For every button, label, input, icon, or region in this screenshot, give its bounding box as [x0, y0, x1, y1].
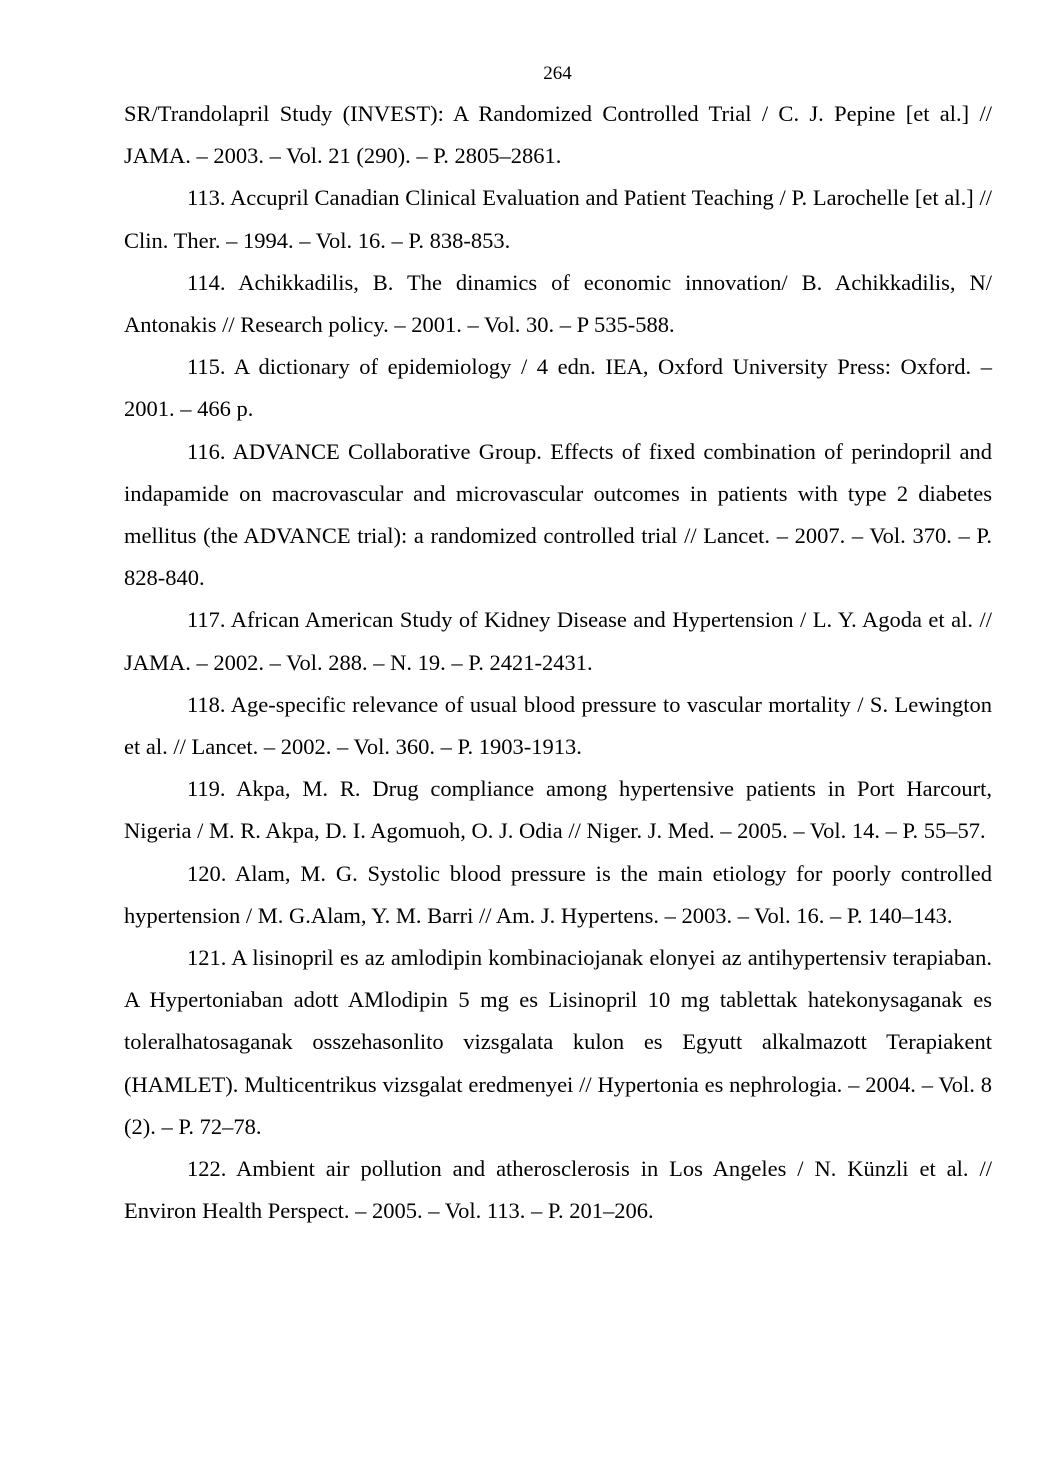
reference-entry-122: 122. Ambient air pollution and atherosclerosis in Los Angeles / N. Künzli et al. // Environ Health Perspect. – 2005. – Vol. 113. – P. 201–206. [124, 1156, 992, 1224]
reference-list [124, 93, 992, 1232]
reference-entry-117: 117. African American Study of Kidney Disease and Hypertension / L. Y. Agoda et al. // JAMA. – 2002. – Vol. 288. – N. 19. – P. 2421-2431. [124, 607, 992, 675]
reference-entry-118: 118. Age-specific relevance of usual blood pressure to vascular mortality / S. Lewington et al. // Lancet. – 2002. – Vol. 360. – P. 1903-1913. [124, 691, 992, 760]
reference-entry-113: 113. Accupril Canadian Clinical Evaluation and Patient Teaching / P. Larochelle [et al.] // Clin. Ther. – 1994. – Vol. 16. – P. 838-853. [124, 185, 992, 253]
page-number: 264 [543, 63, 572, 84]
reference-entry-120: 120. Alam, M. G. Systolic blood pressure is the main etiology for poorly controlled hypertension / M. G.Alam, Y. M. Barri // Am. J. Hypertens. – 2003. – Vol. 16. – P. 140–143. [124, 860, 992, 928]
reference-entry-115: 115. A dictionary of epidemiology / 4 edn. IEA, Oxford University Press: Oxford. – 2001. – 466 p. [124, 354, 992, 422]
reference-entry-121: 121. A lisinopril es az amlodipin kombinaciojanak elonyei az antihypertensiv terapiaban. A Hypertoniaban adott AMlodipin 5 mg es Lisinopril 10 mg tablettak hatekonysaganak es toleralhatosaganak osszehasonlito vizsgalata kulon es Egyutt alkalmazott Terapiakent (HAMLET). Multicentrikus vizsgalat eredmenyei // Hypertonia es nephrologia. – 2004. – Vol. 8 (2). – P. 72–78. [124, 945, 992, 1139]
reference-entry-114: 114. Achikkadilis, B. The dinamics of economic innovation/ B. Achikkadilis, N/ Antonakis // Research policy. – 2001. – Vol. 30. – P 535-588. [124, 269, 992, 338]
reference-entry-continued: SR/Trandolapril Study (INVEST): A Randomized Controlled Trial / C. J. Pepine [et al.] // JAMA. – 2003. – Vol. 21 (290). – P. 2805–2861. [124, 101, 992, 169]
reference-entry-119: 119. Akpa, M. R. Drug compliance among hypertensive patients in Port Harcourt, Nigeria / M. R. Akpa, D. I. Agomuoh, O. J. Odia // Niger. J. Med. – 2005. – Vol. 14. – P. 55–57. [124, 776, 992, 844]
reference-entry-116: 116. ADVANCE Collaborative Group. Effects of fixed combination of perindopril and indapamide on macrovascular and microvascular outcomes in patients with type 2 diabetes mellitus (the ADVANCE trial): a randomized controlled trial // Lancet. – 2007. – Vol. 370. – P. 828-840. [124, 438, 992, 591]
